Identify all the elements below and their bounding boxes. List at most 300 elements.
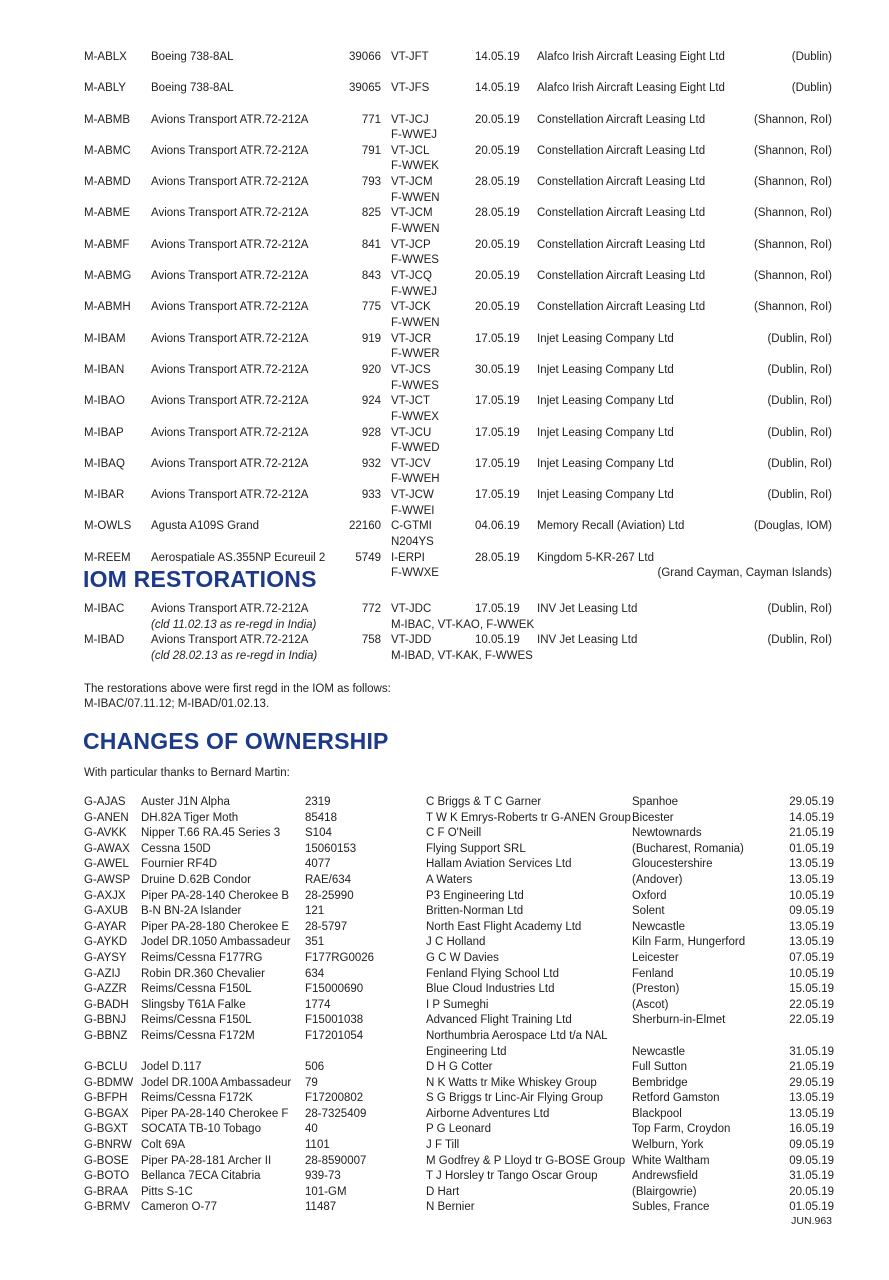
change-date: 10.05.19 [789, 889, 834, 902]
registration-row [84, 457, 832, 488]
aircraft-type: Nipper T.66 RA.45 Series 3 [141, 827, 281, 840]
registration-row [84, 269, 832, 300]
base-location: Andrewsfield [632, 1170, 698, 1183]
base-location: White Waltham [632, 1154, 710, 1167]
new-owner-line: Northumbria Aerospace Ltd t/a NAL [426, 1029, 608, 1042]
reg-mark: G-BCLU [84, 1061, 128, 1074]
construction-number: 2319 [305, 796, 331, 808]
registration-row [84, 519, 832, 550]
new-owner: Flying Support SRL [426, 842, 526, 855]
owner [537, 551, 832, 582]
owner-location: (Dublin, RoI) [767, 332, 832, 345]
base-location: Sherburn-in-Elmet [632, 1014, 726, 1027]
ownership-row [84, 1200, 834, 1216]
aircraft-type: Reims/Cessna F150L [141, 1014, 252, 1027]
owner: Injet Leasing Company Ltd [537, 363, 674, 376]
owner-location: (Dublin, RoI) [767, 634, 832, 647]
previous-identity-line: VT-JCW [391, 489, 434, 502]
reg-mark: G-AZIJ [84, 967, 121, 980]
previous-identity [391, 633, 537, 664]
ownership-row [84, 951, 834, 967]
owner-location: (Shannon, RoI) [754, 144, 832, 157]
previous-identity [391, 269, 475, 300]
construction-number: 11487 [305, 1201, 337, 1214]
previous-identity-line: VT-JCP [391, 238, 431, 251]
reg-mark: G-AZZR [84, 983, 127, 996]
aircraft-type: Bellanca 7ECA Citabria [141, 1170, 261, 1183]
owner-location: (Dublin, RoI) [767, 363, 832, 376]
aircraft-type: Avions Transport ATR.72-212A [151, 301, 309, 314]
construction-number: 771 [361, 113, 381, 126]
owner: Injet Leasing Company Ltd [537, 395, 674, 408]
new-owner: Fenland Flying School Ltd [426, 967, 559, 980]
new-owner: P G Leonard [426, 1123, 492, 1136]
aircraft-type: Reims/Cessna F150L [141, 983, 252, 996]
aircraft-type: Cameron O-77 [141, 1201, 218, 1214]
ownership-row [84, 982, 834, 998]
reg-date: 20.05.19 [475, 238, 520, 251]
reg-mark: M-IBAN [84, 363, 125, 376]
base-location: Solent [632, 905, 665, 918]
base-location: Newcastle [632, 920, 686, 933]
reg-mark: G-AYSY [84, 951, 127, 964]
construction-number: 351 [305, 936, 325, 949]
reg-mark: G-AXJX [84, 889, 126, 902]
reg-mark: G-AWEL [84, 858, 129, 871]
reg-mark: G-AYAR [84, 920, 127, 933]
ownership-row [84, 1154, 834, 1170]
reg-mark: M-ABMC [84, 144, 131, 157]
registration-row [84, 175, 832, 206]
reg-date: 10.05.19 [475, 634, 520, 647]
new-owner: N Bernier [426, 1201, 475, 1214]
new-owner: I P Sumeghi [426, 998, 489, 1011]
aircraft-type: Auster J1N Alpha [141, 796, 230, 808]
change-date: 14.05.19 [789, 811, 834, 824]
change-date: 21.05.19 [789, 1061, 834, 1074]
base-location: Bembridge [632, 1076, 688, 1089]
construction-number: 843 [361, 270, 381, 283]
previous-identity-line: F-WWEK [391, 160, 439, 173]
owner: INV Jet Leasing Ltd [537, 634, 638, 647]
reg-mark: M-IBAP [84, 426, 124, 439]
base-location: Gloucestershire [632, 858, 713, 871]
change-date: 13.05.19 [789, 1092, 834, 1105]
restoration-row [84, 602, 832, 633]
owner: Constellation Aircraft Leasing Ltd [537, 207, 706, 220]
construction-number: F17200802 [305, 1092, 364, 1105]
change-date-line: 31.05.19 [789, 1045, 834, 1058]
previous-identity-line: F-WWEI [391, 504, 435, 517]
reg-mark: M-IBAO [84, 395, 125, 408]
change-date: 31.05.19 [789, 1170, 834, 1183]
reg-mark: G-BBNJ [84, 1014, 127, 1027]
previous-identity-line: VT-JCT [391, 395, 430, 408]
owner: Constellation Aircraft Leasing Ltd [537, 176, 706, 189]
reg-date: 20.05.19 [475, 270, 520, 283]
changes-intro: With particular thanks to Bernard Martin: [84, 767, 290, 779]
base-location: Welburn, York [632, 1139, 704, 1152]
restorations-footnote-line2: M-IBAC/07.11.12; M-IBAD/01.02.13. [84, 698, 270, 710]
reg-mark: M-IBAM [84, 332, 126, 345]
previous-identity [391, 332, 475, 363]
reg-date: 28.05.19 [475, 207, 520, 220]
owner-location: (Dublin) [791, 51, 832, 63]
aircraft-type: Reims/Cessna F172K [141, 1092, 253, 1105]
reg-mark: G-BNRW [84, 1139, 132, 1152]
construction-number: 1101 [305, 1139, 330, 1152]
construction-number: 39066 [349, 51, 381, 63]
aircraft-type: Jodel D.117 [141, 1061, 202, 1074]
ownership-row [84, 1122, 834, 1138]
construction-number: 939-73 [305, 1170, 341, 1183]
previous-identity-line: I-ERPI [391, 551, 425, 564]
reg-date: 17.05.19 [475, 332, 520, 345]
change-date: 13.05.19 [789, 1107, 834, 1120]
previous-identity [391, 50, 475, 81]
construction-number: F15000690 [305, 983, 364, 996]
previous-identity-line: F-WWED [391, 442, 440, 455]
registration-row [84, 206, 832, 237]
ownership-row [84, 811, 834, 827]
owner-location: (Douglas, IOM) [754, 520, 832, 533]
registration-row [84, 488, 832, 519]
construction-number: 28-5797 [305, 920, 348, 933]
ownership-row [84, 1169, 834, 1185]
change-date: 16.05.19 [789, 1123, 834, 1136]
reg-date: 14.05.19 [475, 51, 520, 63]
owner-location: (Dublin, RoI) [767, 457, 832, 470]
owner: Alafco Irish Aircraft Leasing Eight Ltd [537, 82, 725, 95]
construction-number: 28-7325409 [305, 1107, 367, 1120]
previous-identity-line: F-WWEN [391, 191, 440, 204]
construction-number: 924 [361, 395, 381, 408]
reg-date: 04.06.19 [475, 520, 520, 533]
construction-number: 121 [305, 905, 325, 918]
previous-identity-line: VT-JCK [391, 301, 431, 314]
construction-number: 28-8590007 [305, 1154, 367, 1167]
change-date: 29.05.19 [789, 796, 834, 808]
ownership-row [84, 1138, 834, 1154]
aircraft-type: Piper PA-28-181 Archer II [141, 1154, 272, 1167]
ownership-row [84, 1185, 834, 1201]
construction-number: 39065 [349, 82, 381, 95]
cancellation-note: (cld 11.02.13 as re-regd in India) [151, 618, 317, 631]
aircraft-type: Piper PA-28-180 Cherokee E [141, 920, 290, 933]
registration-row [84, 81, 832, 112]
aircraft-type: Reims/Cessna F177RG [141, 951, 263, 964]
base-location: Bicester [632, 811, 674, 824]
reg-mark: G-AWAX [84, 842, 130, 855]
construction-number: 634 [305, 967, 325, 980]
aircraft-type: Piper PA-28-140 Cherokee F [141, 1107, 289, 1120]
registration-row [84, 300, 832, 331]
change-date: 13.05.19 [789, 920, 834, 933]
change-date: 09.05.19 [789, 1139, 834, 1152]
construction-number: 841 [361, 238, 381, 251]
aircraft-type: Druine D.62B Condor [141, 873, 251, 886]
change-date: 21.05.19 [789, 827, 834, 840]
owner-location: (Dublin, RoI) [767, 603, 832, 615]
new-owner [426, 1029, 632, 1060]
previous-identity [391, 426, 475, 457]
new-owner: P3 Engineering Ltd [426, 889, 524, 902]
owner-location: (Dublin) [791, 82, 832, 95]
owner: Constellation Aircraft Leasing Ltd [537, 301, 706, 314]
new-owner: Airborne Adventures Ltd [426, 1107, 550, 1120]
construction-number: 791 [361, 144, 381, 157]
new-owner: D H G Cotter [426, 1061, 493, 1074]
registrations-table [84, 50, 832, 582]
change-date: 20.05.19 [789, 1185, 834, 1198]
owner-location: (Dublin, RoI) [767, 426, 832, 439]
owner-location: (Shannon, RoI) [754, 238, 832, 251]
cancellation-note: (cld 28.02.13 as re-regd in India) [151, 649, 318, 662]
previous-identity [391, 238, 475, 269]
previous-identity-line: VT-JCS [391, 363, 431, 376]
new-owner: Britten-Norman Ltd [426, 905, 524, 918]
previous-reg: VT-JDC [391, 603, 432, 615]
base-location: (Blairgowrie) [632, 1185, 697, 1198]
aircraft-type: Avions Transport ATR.72-212A [151, 113, 309, 126]
registration-row [84, 113, 832, 144]
aircraft-type: Avions Transport ATR.72-212A [151, 144, 309, 157]
new-owner: J F Till [426, 1139, 460, 1152]
previous-identity-line: F-WWES [391, 254, 439, 267]
construction-number: 825 [361, 207, 381, 220]
new-owner: Blue Cloud Industries Ltd [426, 983, 555, 996]
previous-identity-line: F-WWES [391, 379, 439, 392]
construction-number: 101-GM [305, 1185, 347, 1198]
aircraft-type: Avions Transport ATR.72-212A [151, 363, 309, 376]
change-date: 15.05.19 [789, 983, 834, 996]
reg-mark: M-ABMH [84, 301, 131, 314]
ownership-row [84, 1107, 834, 1123]
new-owner: T W K Emrys-Roberts tr G-ANEN Group [426, 811, 631, 824]
owner-location: (Dublin, RoI) [767, 489, 832, 502]
aircraft-type: Pitts S-1C [141, 1185, 193, 1198]
aircraft-type: Aerospatiale AS.355NP Ecureuil 2 [151, 551, 326, 564]
construction-number: 758 [361, 634, 381, 647]
construction-number: 919 [361, 332, 381, 345]
restorations-footnote-line1: The restorations above were first regd in the IOM as follows: [84, 683, 391, 695]
registration-row [84, 394, 832, 425]
change-date: 07.05.19 [789, 951, 834, 964]
reg-mark: G-AJAS [84, 796, 126, 808]
reg-date: 30.05.19 [475, 363, 520, 376]
base-location: Newtownards [632, 827, 702, 840]
reg-mark: G-BFPH [84, 1092, 128, 1105]
registration-row [84, 50, 832, 81]
reg-mark: M-IBAR [84, 489, 125, 502]
construction-number: 772 [361, 603, 381, 615]
reg-mark: G-AYKD [84, 936, 128, 949]
aircraft-type: Fournier RF4D [141, 858, 218, 871]
aircraft-type: DH.82A Tiger Moth [141, 811, 239, 824]
new-owner: J C Holland [426, 936, 486, 949]
aircraft-type: Robin DR.360 Chevalier [141, 967, 266, 980]
reg-mark: M-REEM [84, 551, 131, 564]
previous-identity-line: VT-JCR [391, 332, 432, 345]
reg-date: 20.05.19 [475, 301, 520, 314]
ownership-row [84, 826, 834, 842]
construction-number: 775 [361, 301, 381, 314]
owner: Memory Recall (Aviation) Ltd [537, 520, 685, 533]
reg-mark: G-AXUB [84, 905, 129, 918]
owner: Injet Leasing Company Ltd [537, 426, 674, 439]
owner: Injet Leasing Company Ltd [537, 457, 674, 470]
construction-number: 79 [305, 1076, 318, 1089]
reg-mark: M-IBAC [84, 603, 125, 615]
previous-identity-line: C-GTMI [391, 520, 432, 533]
change-date: 22.05.19 [789, 1014, 834, 1027]
aircraft-type: Boeing 738-8AL [151, 51, 234, 63]
previous-identity [391, 457, 475, 488]
new-owner: C Briggs & T C Garner [426, 796, 542, 808]
ownership-row [84, 873, 834, 889]
previous-identity [391, 394, 475, 425]
aircraft-type [151, 602, 333, 633]
owner: INV Jet Leasing Ltd [537, 603, 638, 615]
change-date: 13.05.19 [789, 936, 834, 949]
base-location: Kiln Farm, Hungerford [632, 936, 746, 949]
construction-number: 932 [361, 457, 381, 470]
owner-name: Kingdom 5-KR-267 Ltd [537, 551, 654, 564]
owner-location: (Shannon, RoI) [754, 176, 832, 189]
restorations-heading: IOM RESTORATIONS [83, 566, 317, 592]
construction-number: 506 [305, 1061, 325, 1074]
base-location: Leicester [632, 951, 679, 964]
construction-number: 85418 [305, 811, 337, 824]
previous-identity [391, 488, 475, 519]
reg-date: 28.05.19 [475, 551, 520, 564]
owner: Injet Leasing Company Ltd [537, 489, 674, 502]
reg-mark: M-OWLS [84, 520, 132, 533]
previous-identity-line: VT-JCJ [391, 113, 429, 126]
construction-number: S104 [305, 827, 332, 840]
base-location: (Preston) [632, 983, 680, 996]
previous-identity [391, 206, 475, 237]
base-location: Full Sutton [632, 1061, 687, 1074]
previous-identity [391, 113, 475, 144]
reg-date: 17.05.19 [475, 489, 520, 502]
reg-date: 17.05.19 [475, 426, 520, 439]
aircraft-type: SOCATA TB-10 Tobago [141, 1123, 261, 1136]
reg-mark: G-BGAX [84, 1107, 129, 1120]
reg-mark: M-ABMB [84, 113, 130, 126]
reg-mark: G-AVKK [84, 827, 127, 840]
previous-identity-line: VT-JCM [391, 176, 433, 189]
ownership-row [84, 904, 834, 920]
construction-number: 15060153 [305, 842, 357, 855]
construction-number: 920 [361, 363, 381, 376]
base-location: (Andover) [632, 873, 683, 886]
change-date: 29.05.19 [789, 1076, 834, 1089]
ownership-row [84, 842, 834, 858]
previous-identity-line: F-WWEJ [391, 285, 437, 298]
base-location-line [632, 1029, 782, 1045]
ownership-row [84, 1013, 834, 1029]
ownership-row [84, 1029, 834, 1060]
aircraft-type: Avions Transport ATR.72-212A [151, 457, 309, 470]
aircraft-type: Avions Transport ATR.72-212A [151, 270, 309, 283]
reg-date: 28.05.19 [475, 176, 520, 189]
registration-row [84, 363, 832, 394]
aircraft-type: Slingsby T61A Falke [141, 998, 246, 1011]
reg-date: 17.05.19 [475, 395, 520, 408]
registration-row [84, 426, 832, 457]
reg-mark: G-AWSP [84, 873, 131, 886]
new-owner-line: Engineering Ltd [426, 1045, 507, 1058]
ownership-row [84, 795, 834, 811]
reg-mark: G-BOTO [84, 1170, 130, 1183]
reg-date: 14.05.19 [475, 82, 520, 95]
previous-identity-line: F-WWER [391, 348, 440, 361]
registration-row [84, 144, 832, 175]
new-owner: D Hart [426, 1185, 460, 1198]
aircraft-type: Avions Transport ATR.72-212A [151, 207, 309, 220]
change-date: 09.05.19 [789, 1154, 834, 1167]
construction-number: RAE/634 [305, 873, 352, 886]
reg-mark: G-BADH [84, 998, 129, 1011]
previous-identity-line: VT-JCV [391, 457, 431, 470]
reg-mark: M-ABME [84, 207, 130, 220]
base-location: Fenland [632, 967, 674, 980]
reg-mark: M-ABMG [84, 270, 132, 283]
owner-location: (Shannon, RoI) [754, 207, 832, 220]
change-date-line [782, 1029, 834, 1045]
reg-mark: M-ABLY [84, 82, 126, 95]
reg-date: 20.05.19 [475, 144, 520, 157]
ownership-row [84, 935, 834, 951]
previous-identity [391, 300, 475, 331]
reg-mark: G-BRAA [84, 1185, 129, 1198]
base-location [632, 1029, 782, 1060]
ownership-row [84, 967, 834, 983]
new-owner: M Godfrey & P Lloyd tr G-BOSE Group [426, 1154, 626, 1167]
aircraft-type [151, 633, 333, 664]
reg-mark: G-BOSE [84, 1154, 129, 1167]
aircraft-type: Colt 69A [141, 1139, 186, 1152]
new-owner: A Waters [426, 873, 473, 886]
reg-date: 20.05.19 [475, 113, 520, 126]
restoration-row [84, 633, 832, 664]
construction-number: 5749 [355, 551, 381, 564]
previous-identity-line: F-WWEH [391, 473, 440, 486]
aircraft-type: Avions Transport ATR.72-212A [151, 332, 309, 345]
change-date: 13.05.19 [789, 858, 834, 871]
new-owner: T J Horsley tr Tango Oscar Group [426, 1170, 598, 1183]
reg-mark: G-BBNZ [84, 1029, 128, 1042]
owner-location: (Grand Cayman, Cayman Islands) [657, 567, 832, 580]
aircraft-type: Piper PA-28-140 Cherokee B [141, 889, 290, 902]
base-location-line: Newcastle [632, 1045, 686, 1058]
aircraft-type: Boeing 738-8AL [151, 82, 234, 95]
base-location: Spanhoe [632, 796, 679, 808]
reg-date: 17.05.19 [475, 457, 520, 470]
aircraft-type: Reims/Cessna F172M [141, 1029, 255, 1042]
construction-number: F15001038 [305, 1014, 364, 1027]
construction-number: 22160 [349, 520, 381, 533]
previous-identity [391, 81, 475, 112]
owner-location: (Dublin, RoI) [767, 395, 832, 408]
previous-identity-line: N204YS [391, 536, 434, 549]
owner: Constellation Aircraft Leasing Ltd [537, 113, 706, 126]
new-owner: N K Watts tr Mike Whiskey Group [426, 1076, 597, 1089]
owner: Constellation Aircraft Leasing Ltd [537, 238, 706, 251]
change-date: 10.05.19 [789, 967, 834, 980]
reg-mark: M-ABMD [84, 176, 131, 189]
